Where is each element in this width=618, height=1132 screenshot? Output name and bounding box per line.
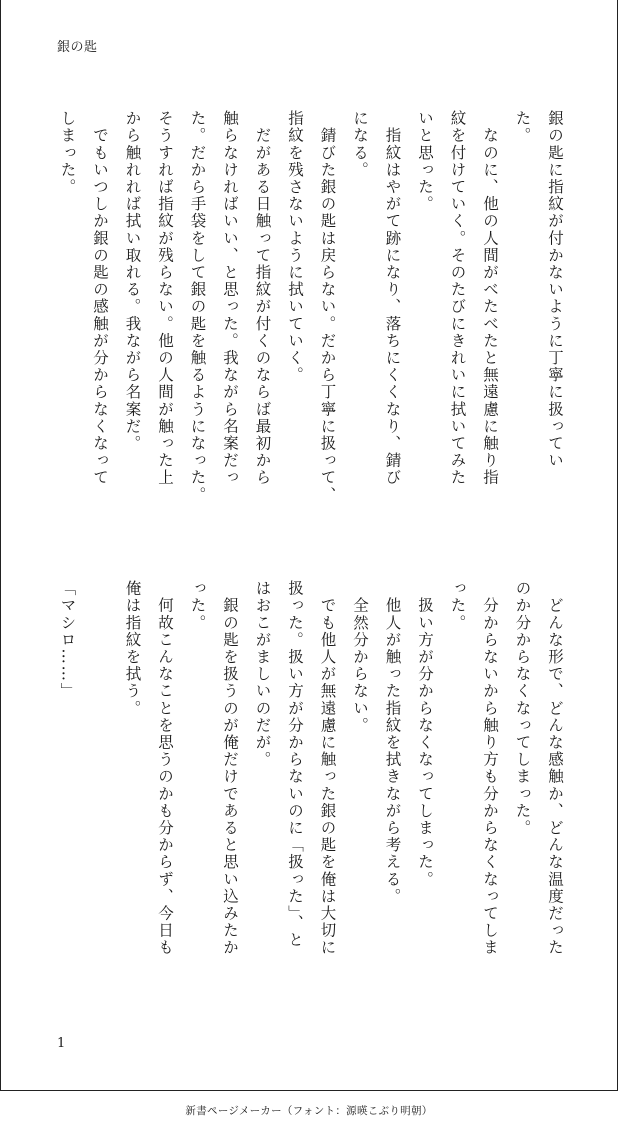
text-line: 俺は指紋を拭う。 bbox=[123, 580, 142, 717]
text-line: 指紋を残さないように拭いていく。 bbox=[286, 110, 304, 384]
text-line: いと思った。 bbox=[416, 110, 434, 213]
text-block-top bbox=[51, 110, 571, 530]
text-line: 錆びた銀の匙は戻らない。だから丁寧に扱って、 bbox=[318, 110, 337, 504]
text-line: のか分からなくなってしまった。 bbox=[513, 580, 532, 837]
text-line: そうすれば指紋が残らない。他の人間が触った上 bbox=[156, 110, 174, 487]
text-line: はおこがましいのだが。 bbox=[253, 580, 272, 769]
text-line: 他人が触った指紋を拭きながら考える。 bbox=[383, 580, 402, 905]
text-line: どんな形で、どんな感触か、どんな温度だった bbox=[546, 580, 564, 957]
text-line: 何故こんなことを思うのかも分からず、今日も bbox=[156, 580, 174, 957]
text-block-bottom bbox=[51, 580, 571, 990]
text-line: 指紋はやがて跡になり、落ちにくくなり、錆び bbox=[383, 110, 402, 487]
text-line: 触らなければいい、と思った。我ながら名案だっ bbox=[221, 110, 239, 487]
text-line: になる。 bbox=[351, 110, 369, 179]
text-line: 扱った。扱い方が分からないのに「扱った」、と bbox=[286, 580, 304, 949]
text-line: でもいつしか銀の匙の感触が分からなくなって bbox=[91, 110, 109, 487]
text-line: 銀の匙に指紋が付かないように丁寧に扱ってい bbox=[546, 110, 564, 470]
footer-credit: 新書ページメーカー（フォント：源暎こぶり明朝） bbox=[185, 1105, 433, 1117]
text-line: った。 bbox=[188, 580, 207, 632]
page-title: 銀の匙 bbox=[57, 40, 98, 55]
text-line: 全然分からない。 bbox=[351, 580, 369, 734]
page-number: 1 bbox=[57, 1036, 66, 1051]
text-line: った。 bbox=[448, 580, 467, 632]
text-line: 分からないから触り方も分からなくなってしま bbox=[481, 580, 499, 957]
text-line: しまった。 bbox=[58, 110, 77, 196]
text-line: なのに、他の人間がべたべたと無遠慮に触り指 bbox=[481, 110, 499, 487]
blank-line bbox=[84, 580, 117, 990]
text-line: から触れれば拭い取れる。我ながら名案だ。 bbox=[123, 110, 142, 452]
text-line: 紋を付けていく。そのたびにきれいに拭いてみた bbox=[448, 110, 467, 487]
text-line: 扱い方が分からなくなってしまった。 bbox=[416, 580, 434, 888]
text-line: でも他人が無遠慮に触った銀の匙を俺は大切に bbox=[318, 580, 337, 957]
text-line: た。 bbox=[513, 110, 532, 145]
text-line: 銀の匙を扱うのが俺だけであると思い込みたか bbox=[221, 580, 239, 957]
text-line: 「マシロ……」 bbox=[58, 580, 77, 700]
text-line: た。だから手袋をして銀の匙を触るようになった。 bbox=[188, 110, 207, 504]
text-line: だがある日触って指紋が付くのならば最初から bbox=[253, 110, 272, 487]
